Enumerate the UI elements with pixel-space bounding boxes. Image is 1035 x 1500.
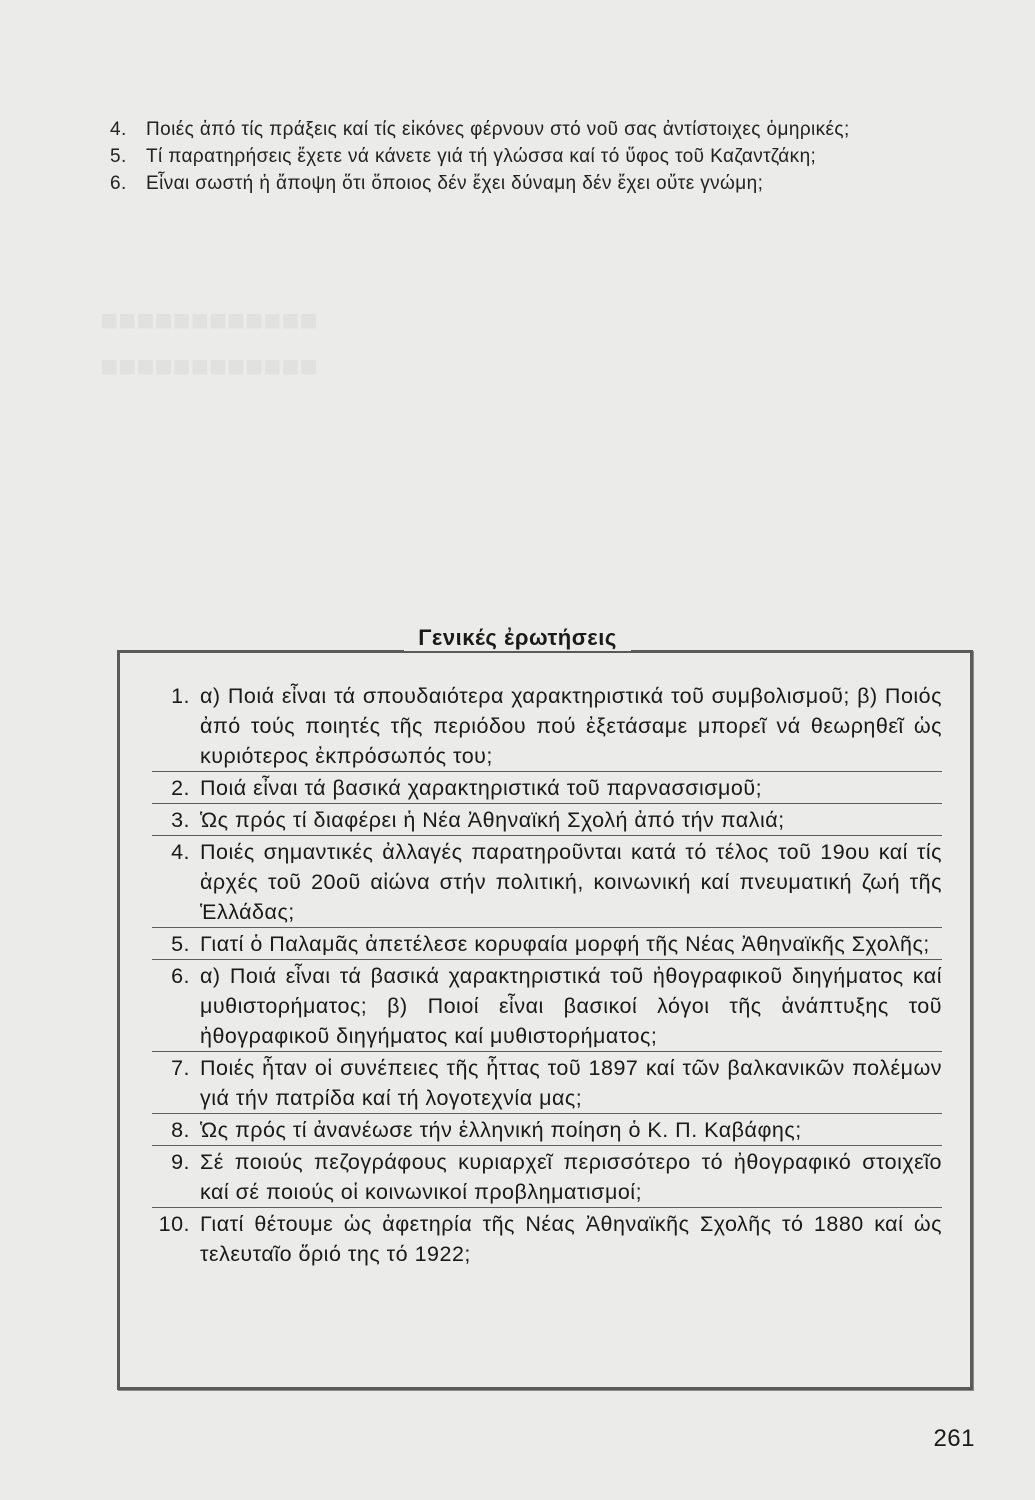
list-item <box>152 1052 942 1114</box>
top-questions-list <box>110 116 980 197</box>
question-text: Ποιές ἦταν οἱ συνέπειες τῆς ἧττας τοῦ 1897 καί τῶν βαλκανικῶν πολέμων γιά τήν πατρίδα καί τή λογοτεχνία μας; <box>200 1056 942 1110</box>
page-number: 261 <box>933 1425 975 1452</box>
question-text: Γιατί ὁ Παλαμᾶς ἀπετέλεσε κορυφαία μορφή τῆς Νέας Ἀθηναϊκῆς Σχολῆς; <box>200 932 930 956</box>
question-number: 9. <box>171 1150 190 1174</box>
general-questions-title <box>0 625 1035 651</box>
list-item <box>152 804 942 836</box>
question-number: 1. <box>171 684 190 708</box>
question-number: 6. <box>171 964 190 988</box>
question-text: α) Ποιά εἶναι τά σπουδαιότερα χαρακτηριστικά τοῦ συμβολισμοῦ; β) Ποιός ἀπό τούς ποιητές τῆς περιόδου πού ἐξετάσαμε μπορεῖ νά θεωρηθεῖ ὡς κυριότερος ἐκπρόσωπός του; <box>200 684 942 768</box>
question-text: Τί παρατηρήσεις ἔχετε νά κάνετε γιά τή γλώσσα καί τό ὕφος τοῦ Καζαντζάκη; <box>146 146 817 167</box>
bleed-through-shadow: ■■■■■■■■■■■■ ■■■■■■■■■■■■ <box>100 304 318 383</box>
question-text: Ὡς πρός τί διαφέρει ἡ Νέα Ἀθηναϊκή Σχολή ἀπό τήν παλιά; <box>200 808 785 832</box>
list-item <box>152 680 942 772</box>
list-item <box>152 772 942 804</box>
list-item <box>110 116 980 143</box>
list-item <box>110 143 980 170</box>
question-number: 4. <box>171 840 190 864</box>
question-text: Εἶναι σωστή ἡ ἄποψη ὅτι ὅποιος δέν ἔχει δύναμη δέν ἔχει οὔτε γνώμη; <box>146 173 764 194</box>
question-number: 7. <box>171 1056 190 1080</box>
question-number: 3. <box>171 808 190 832</box>
question-text: Σέ ποιούς πεζογράφους κυριαρχεῖ περισσότερο τό ἠθογραφικό στοιχεῖο καί σέ ποιούς οἱ κοινωνικοί προβληματισμοί; <box>200 1150 942 1204</box>
question-text: Ποιές σημαντικές ἀλλαγές παρατηροῦνται κατά τό τέλος τοῦ 19ου καί τίς ἀρχές τοῦ 20οῦ αἰώνα στήν πολιτική, κοινωνική καί πνευματική ζωή τῆς Ἑλλάδας; <box>200 840 942 924</box>
list-item <box>152 1208 942 1269</box>
question-text: Γιατί θέτουμε ὡς ἀφετηρία τῆς Νέας Ἀθηναϊκῆς Σχολῆς τό 1880 καί ὡς τελευταῖο ὅριό της τό 1922; <box>200 1212 942 1266</box>
question-text: Ὡς πρός τί ἀνανέωσε τήν ἑλληνική ποίηση ὁ Κ. Π. Καβάφης; <box>200 1118 802 1142</box>
question-number: 6. <box>110 173 127 194</box>
list-item <box>152 836 942 928</box>
list-item <box>110 170 980 197</box>
section-heading: Γενικές ἐρωτήσεις <box>404 625 631 651</box>
list-item <box>152 1114 942 1146</box>
list-item <box>152 1146 942 1208</box>
question-number: 4. <box>110 119 127 140</box>
question-number: 5. <box>110 146 127 167</box>
question-number: 8. <box>171 1118 190 1142</box>
general-questions-list <box>152 680 942 1269</box>
question-text: α) Ποιά εἶναι τά βασικά χαρακτηριστικά τοῦ ἠθογραφικοῦ διηγήματος καί μυθιστορήματος; β) Ποιοί εἶναι βασικοί λόγοι τῆς ἀνάπτυξης τοῦ ἠθογραφικοῦ διηγήματος καί μυθιστορήματος; <box>200 964 942 1048</box>
question-number: 5. <box>171 932 190 956</box>
question-text: Ποιά εἶναι τά βασικά χαρακτηριστικά τοῦ παρνασσισμοῦ; <box>200 776 763 800</box>
question-text: Ποιές ἀπό τίς πράξεις καί τίς εἰκόνες φέρνουν στό νοῦ σας ἀντίστοιχες ὁμηρικές; <box>146 119 850 140</box>
list-item <box>152 960 942 1052</box>
list-item <box>152 928 942 960</box>
question-number: 2. <box>171 776 190 800</box>
question-number: 10. <box>158 1212 190 1236</box>
